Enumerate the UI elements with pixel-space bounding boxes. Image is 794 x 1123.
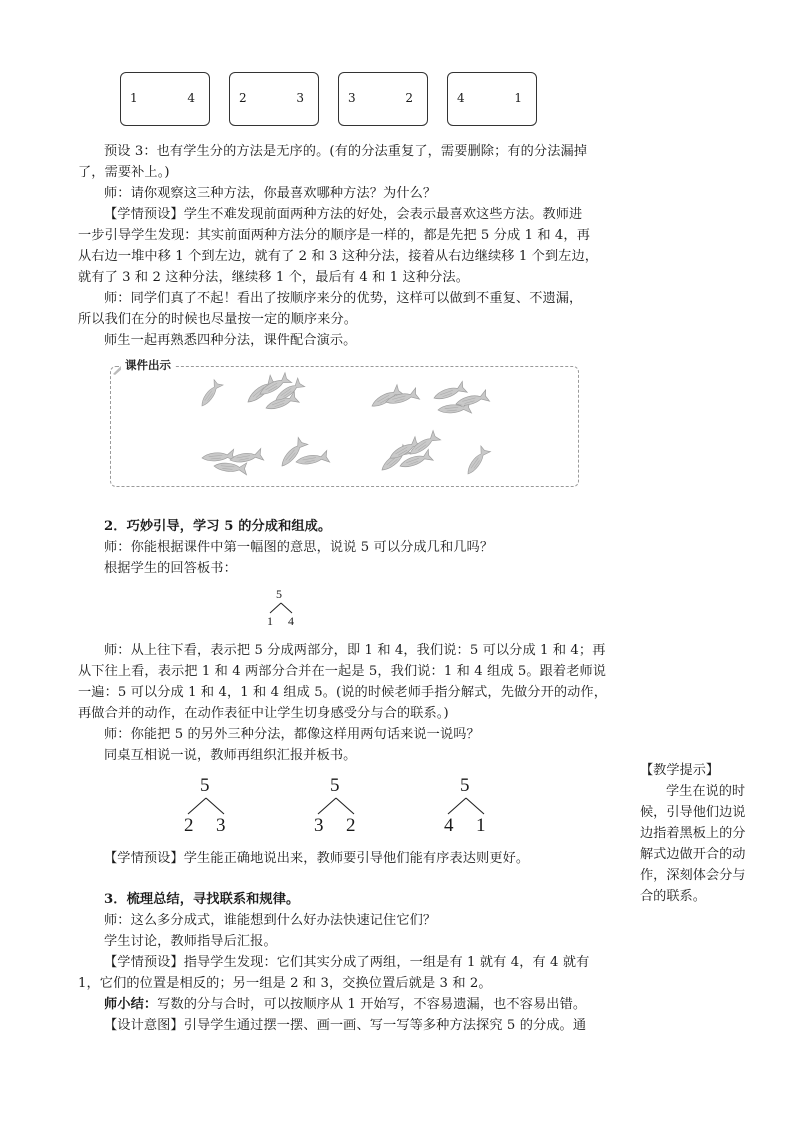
- text-line: 一步引导学生发现：其实前面两种方法分的顺序是一样的，都是先把 5 分成 1 和 4，再: [78, 228, 590, 243]
- text-line: 【学情预设】学生不难发现前面两种方法的好处，会表示最喜欢这些方法。教师进: [104, 207, 583, 222]
- text-line: 师生一起再熟悉四种分法，课件配合演示。: [104, 333, 357, 348]
- text-line: 师：你能根据课件中第一幅图的意思，说说 5 可以分成几和几吗？: [104, 540, 494, 555]
- tree-left-number: 3: [314, 815, 324, 836]
- tree-left-number: 2: [184, 815, 194, 836]
- card-left-number: 1: [130, 91, 138, 105]
- text-line: 师：这么多分成式，谁能想到什么好办法快速记住它们？: [104, 913, 437, 928]
- sidebar-line: 候，引导他们边说: [640, 805, 746, 820]
- fish-illustration: [110, 366, 579, 487]
- tree-right-number: 1: [476, 815, 486, 836]
- card-right-number: 3: [296, 91, 304, 105]
- text-line: 根据学生的回答板书：: [104, 561, 237, 576]
- text-line: 一遍：5 可以分成 1 和 4，1 和 4 组成 5。(说的时候老师手指分解式，先做分开的动作，: [78, 685, 608, 700]
- text-line: 师：从上往下看，表示把 5 分成两部分，即 1 和 4，我们说：5 可以分成 1 和 4；再: [104, 643, 606, 658]
- number-card: [229, 72, 319, 126]
- sidebar-line: 学生在说的时: [666, 784, 746, 799]
- tree-branches: [315, 797, 357, 815]
- tree-branches: [266, 602, 296, 614]
- text-line: 从下往上看，表示把 1 和 4 两部分合并在一起是 5，我们说：1 和 4 组成 5。跟着老师说: [78, 664, 607, 679]
- sidebar-line: 作，深刻体会分与: [640, 868, 746, 883]
- text-line: 【学情预设】指导学生发现：它们其实分成了两组，一组是有 1 就有 4，有 4 就有: [104, 955, 590, 970]
- sidebar-line: 合的联系。: [640, 889, 706, 904]
- card-right-number: 1: [514, 91, 522, 105]
- text-line: 所以我们在分的时候也尽量按一定的顺序来分。: [78, 312, 358, 327]
- card-left-number: 4: [457, 91, 465, 105]
- number-card: [120, 72, 210, 126]
- section-heading: 2．巧妙引导，学习 5 的分成和组成。: [104, 519, 332, 534]
- summary-text: 写数的分与合时，可以按顺序从 1 开始写，不容易遗漏，也不容易出错。: [157, 997, 587, 1012]
- tree-left-number: 1: [267, 614, 273, 628]
- text-line: 再做合并的动作，在动作表征中让学生切身感受分与合的联系。): [78, 706, 449, 721]
- summary-line: [104, 994, 586, 1015]
- card-left-number: 2: [239, 91, 247, 105]
- tree-branches: [185, 797, 227, 815]
- number-card: [338, 72, 428, 126]
- courseware-label: 课件出示: [121, 357, 175, 373]
- sidebar-line: 解式边做开合的动: [640, 847, 746, 862]
- tree-top-number: 5: [276, 587, 282, 601]
- section-heading: 3．梳理总结，寻找联系和规律。: [104, 892, 300, 907]
- text-line: 师：请你观察这三种方法，你最喜欢哪种方法？为什么？: [104, 186, 437, 201]
- text-line: 师：同学们真了不起！看出了按顺序来分的优势，这样可以做到不重复、不遗漏，: [104, 291, 583, 306]
- card-right-number: 4: [187, 91, 195, 105]
- tree-right-number: 3: [216, 815, 226, 836]
- number-card: [447, 72, 537, 126]
- summary-label: 师小结：: [104, 997, 158, 1012]
- card-left-number: 3: [348, 91, 356, 105]
- sidebar-title: 【教学提示】: [640, 763, 720, 778]
- text-line: 【学情预设】学生能正确地说出来，教师要引导他们能有序表达则更好。: [104, 851, 530, 866]
- tree-top-number: 5: [200, 775, 210, 796]
- text-line: 就有了 3 和 2 这种分法，继续移 1 个，最后有 4 和 1 这种分法。: [78, 270, 469, 285]
- text-line: 从右边一堆中移 1 个到左边，就有了 2 和 3 这种分法，接着从右边继续移 1 个到左边，: [78, 249, 599, 264]
- sidebar-line: 边指着黑板上的分: [640, 826, 746, 841]
- card-right-number: 2: [405, 91, 413, 105]
- text-line: 了，需要补上。): [78, 165, 170, 180]
- tree-top-number: 5: [460, 775, 470, 796]
- text-line: 师：你能把 5 的另外三种分法，都像这样用两句话来说一说吗？: [104, 727, 480, 742]
- tree-right-number: 4: [288, 614, 294, 628]
- tree-branches: [445, 797, 487, 815]
- text-line: 【设计意图】引导学生通过摆一摆、画一画、写一写等多种方法探究 5 的分成。通: [104, 1018, 587, 1033]
- text-line: 1，它们的位置是相反的；另一组是 2 和 3，交换位置后就是 3 和 2。: [78, 976, 492, 991]
- text-line: 预设 3：也有学生分的方法是无序的。(有的分法重复了，需要删除；有的分法漏掉: [104, 144, 588, 159]
- tree-left-number: 4: [444, 815, 454, 836]
- tree-right-number: 2: [346, 815, 356, 836]
- tree-top-number: 5: [330, 775, 340, 796]
- text-line: 学生讨论，教师指导后汇报。: [104, 934, 277, 949]
- text-line: 同桌互相说一说，教师再组织汇报并板书。: [104, 748, 357, 763]
